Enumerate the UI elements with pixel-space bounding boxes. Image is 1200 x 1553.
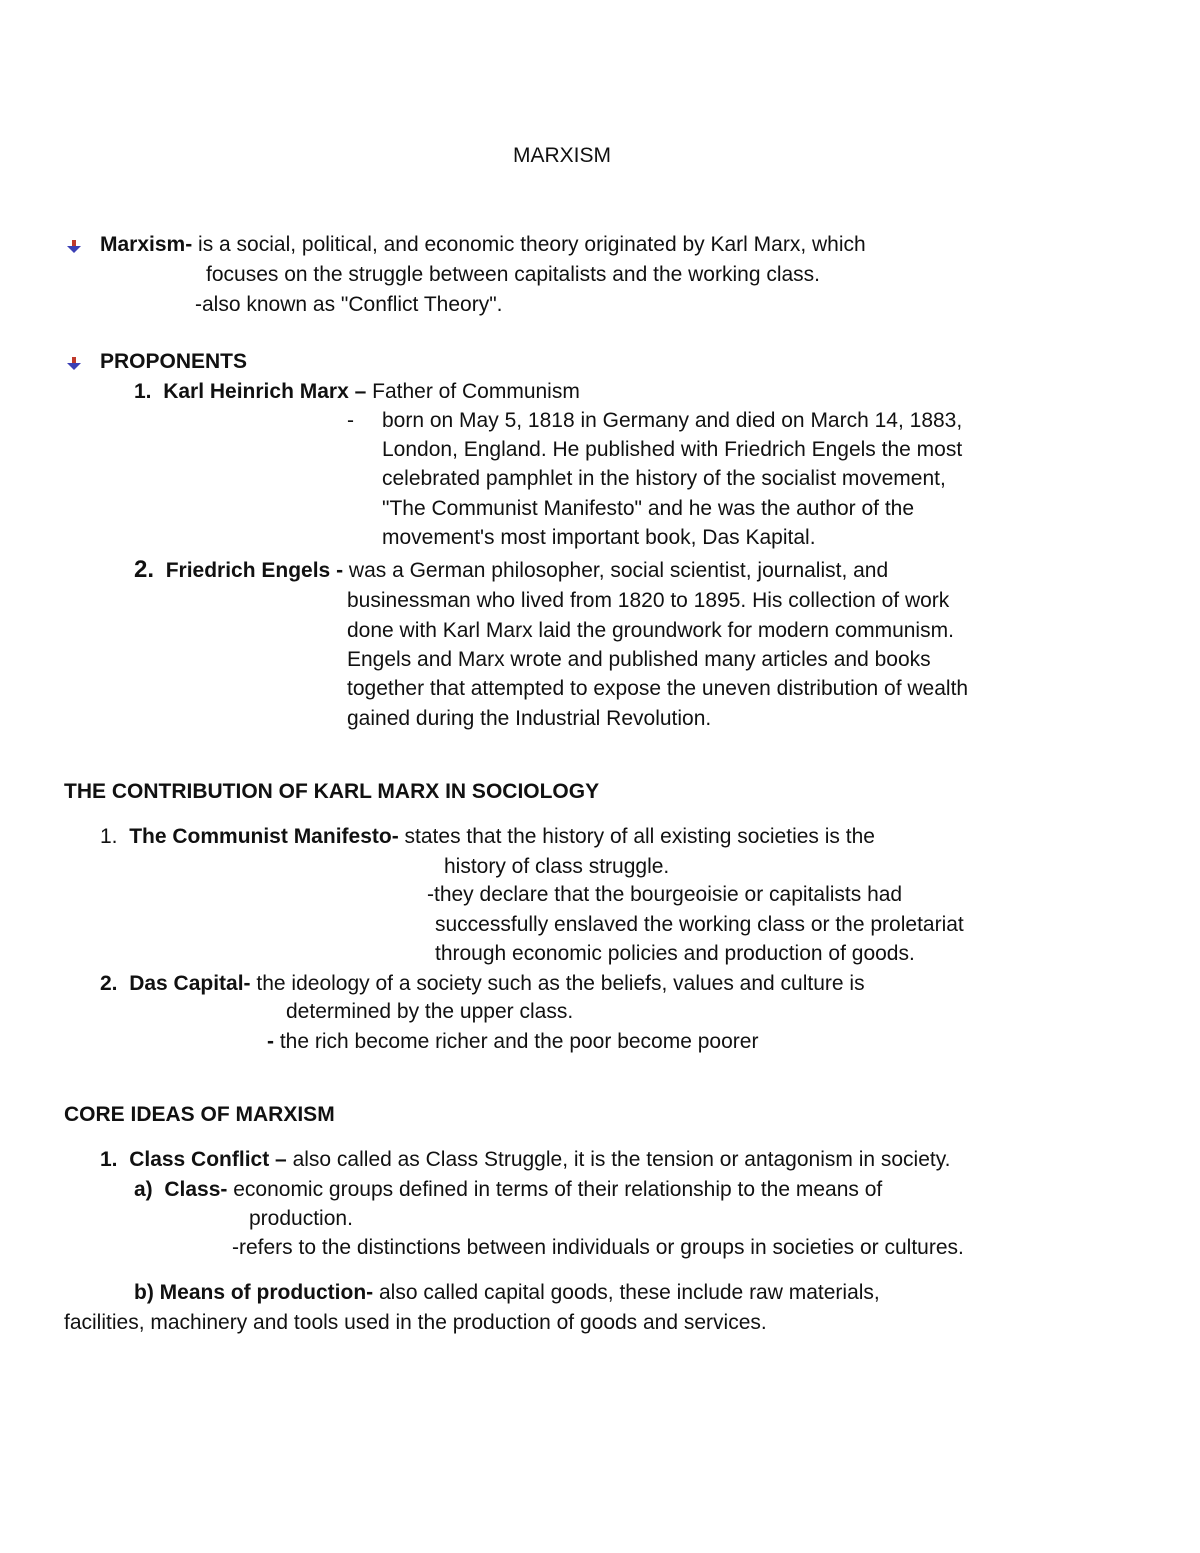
core-a-first-text: economic groups defined in terms of their relationship to the means of [227,1178,883,1201]
core-1-name: Class Conflict – [129,1148,287,1171]
proponent-1-bio-line4: "The Communist Manifesto" and he was the author of the [382,497,915,520]
contribution-2-first-text: the ideology of a society such as the beliefs, values and culture is [250,972,865,995]
contribution-heading [64,780,599,804]
core-b-first-text: also called capital goods, these include raw materials, [373,1281,880,1304]
contribution-1-line4: successfully enslaved the working class or the proletariat [435,913,964,936]
marxism-term: Marxism- [100,233,193,256]
core-a-label: a) [134,1178,153,1201]
core-ideas-heading-text: CORE IDEAS OF MARXISM [64,1103,335,1126]
core-b-line [134,1281,880,1305]
proponent-1-name: Karl Heinrich Marx – [163,380,367,403]
proponents-heading [100,350,247,374]
core-b-name: b) Means of production- [134,1281,374,1304]
core-a-line2: production. [249,1207,353,1230]
proponent-1-bio-line5: movement's most important book, Das Kapital. [382,526,816,549]
proponent-1-dash: - [347,409,354,432]
core-a-line3: -refers to the distinctions between individuals or groups in societies or cultures. [232,1236,964,1259]
contribution-1-line2: history of class struggle. [444,855,670,878]
marxism-definition-line3: -also known as "Conflict Theory". [195,293,503,316]
proponent-2-bio-line5: gained during the Industrial Revolution. [347,707,712,730]
core-1-first-text: also called as Class Struggle, it is the tension or antagonism in society. [286,1148,951,1171]
contribution-2-line3-text: the rich become richer and the poor become poorer [274,1030,759,1053]
proponent-1-bio-line3: celebrated pamphlet in the history of the socialist movement, [382,467,946,490]
core-a-name: Class- [164,1178,228,1201]
core-a-line [134,1178,882,1202]
core-ideas-heading [64,1103,335,1127]
proponent-2-bio-line2: done with Karl Marx laid the groundwork for modern communism. [347,619,954,642]
proponent-2-bio-line4: together that attempted to expose the uneven distribution of wealth [347,677,969,700]
proponent-2-number: 2. [134,556,155,583]
contribution-1-line [100,825,875,849]
core-b-line2: facilities, machinery and tools used in the production of goods and services. [64,1311,767,1334]
contribution-2-line2: determined by the upper class. [286,1000,574,1023]
proponent-1-bio-line2: London, England. He published with Friedrich Engels the most [382,438,963,461]
core-1-number: 1. [100,1148,118,1171]
proponent-2-name: Friedrich Engels - [165,559,344,582]
proponent-1-title: Father of Communism [366,380,580,403]
contribution-heading-text: THE CONTRIBUTION OF KARL MARX IN SOCIOLOGY [64,780,600,803]
contribution-2-number: 2. [100,972,118,995]
proponent-1-number: 1. [134,380,152,403]
marxism-def-text: is a social, political, and economic theory originated by Karl Marx, which [192,233,866,256]
contribution-1-name: The Communist Manifesto- [129,825,399,848]
core-1-line [100,1148,951,1172]
proponent-2-first-text: was a German philosopher, social scientist, journalist, and [343,559,889,582]
proponent-2-bio-line1: businessman who lived from 1820 to 1895. His collection of work [347,589,950,612]
contribution-1-number: 1. [100,825,118,848]
marxism-definition-line1 [100,233,866,257]
contribution-2-line [100,972,865,996]
page-title: MARXISM [512,144,611,167]
contribution-2-line3 [267,1030,758,1054]
contribution-2-name: Das Capital- [129,972,251,995]
contribution-1-line5: through economic policies and production of goods. [435,942,915,965]
marxism-definition-line2: focuses on the struggle between capitalists and the working class. [206,263,821,286]
proponent-2-line [134,558,888,583]
proponent-1-line [134,380,580,404]
proponents-heading-text: PROPONENTS [100,350,248,373]
contribution-1-line3: -they declare that the bourgeoisie or capitalists had [427,883,903,906]
proponent-2-bio-line3: Engels and Marx wrote and published many articles and books [347,648,931,671]
contribution-1-first-text: states that the history of all existing societies is the [398,825,875,848]
proponent-1-bio-line1: born on May 5, 1818 in Germany and died on March 14, 1883, [382,409,963,432]
contribution-2-dash: - [267,1030,274,1053]
